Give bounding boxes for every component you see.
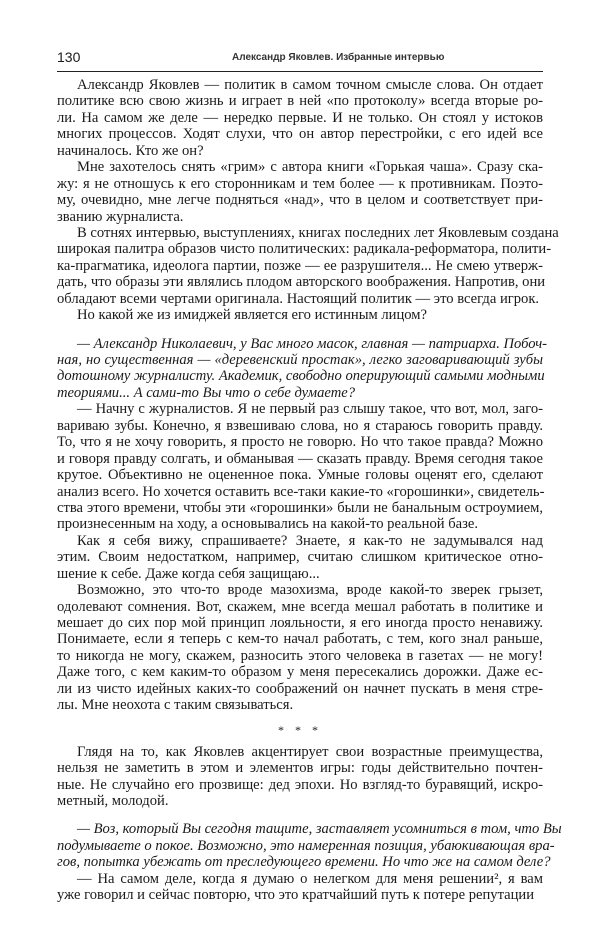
text-line: одолевают сомнения. Вот, скажем, мне всегда мешал работать в политике и — [57, 598, 543, 615]
text-line: вариваю зубы. Конечно, я взвешиваю слова, но я стараюсь говорить правду. — [57, 417, 543, 434]
text-line: Но какой же из имиджей является его истинным лицом? — [77, 307, 428, 324]
text-line: ли из чисто идейных каких-то соображений он начнет пускать в меня стре- — [57, 680, 543, 697]
text-line: ства этого времени, чтобы эти «горошинки» были не банальным остроумием, — [57, 499, 543, 516]
text-line: этим. Своим недостатком, например, считаю слишком критическое отно- — [57, 549, 543, 566]
page-number: 130 — [57, 49, 81, 65]
paragraph — [57, 307, 543, 323]
text-line: дотошному журналисту. Академик, свободно оперирующий самыми модными — [57, 368, 545, 385]
text-line: жу: я не отношусь к его сторонникам и тем более — к противникам. Поэто- — [57, 175, 543, 192]
text-line: ные. Не случайно его прозвище: дед эпохи. Но взгляд-то буравящий, искро- — [57, 776, 543, 793]
text-line: ка-прагматика, идеолога партии, позже — ее разрушителя... Не смею утверж- — [57, 257, 543, 274]
text-line: то никогда не могу, скажем, разносить этого человека в газетах — не могу! — [57, 647, 543, 664]
paragraph — [57, 533, 543, 582]
paragraph — [57, 744, 543, 810]
text-line: — Воз, который Вы сегодня тащите, заставляет усомниться в том, что Вы — [77, 821, 562, 838]
text-line: метный, молодой. — [57, 792, 169, 809]
text-line: То, что я не хочу говорить, я просто не говорю. Но что такое правда? Можно — [57, 434, 543, 451]
text-line: крутое. Объективно не оцененное пока. Умные головы оценят его, сделают — [57, 467, 543, 484]
text-line: анализ всего. Но хочется оставить все-таки какие-то «горошинки», свидетель- — [57, 483, 545, 500]
paragraph — [57, 159, 543, 225]
text-line: ли. На самом же деле — нередко первые. И не только. Он стоял у истоков — [57, 109, 543, 126]
text-line: гов, попытка убежать от преследующего времени. Но что же на самом деле? — [57, 854, 551, 871]
text-line: званию журналиста. — [57, 208, 184, 225]
paragraph — [57, 582, 543, 714]
text-line: подумываете о покое. Возможно, это намеренная позиция, убаюкивающая вра- — [57, 837, 555, 854]
interview-question — [57, 821, 562, 871]
running-header — [57, 47, 543, 72]
text-line: уже говорил и сейчас повторю, что это кратчайший путь к потере репутации — [57, 887, 535, 904]
text-line: теориями... А сами-то Вы что о себе думаете? — [57, 384, 356, 401]
text-line: Мне захотелось снять «грим» с автора книги «Горькая чаша». Сразу ска- — [77, 159, 543, 176]
text-line: мешает до сих пор мой принцип лояльности, я его иногда просто ненавижу. — [57, 615, 543, 631]
text-line: произнесенным на ходу, а основывались на какой-то реальной базе. — [57, 516, 479, 533]
text-line: Глядя на то, как Яковлев акцентирует свои возрастные преимущества, — [77, 743, 543, 760]
text-line: многих процессов. Ходят слухи, что он автор перестройки, с его идей все — [57, 126, 543, 143]
section-separator: * * * — [278, 722, 322, 737]
paragraph — [57, 224, 559, 307]
text-line: му, очевидно, мне легче подняться «над», что в целом и соответствует при- — [57, 192, 543, 209]
text-line: Понимаете, если я теперь с кем-то начал работать, с тем, кого знал раньше, — [57, 631, 543, 648]
text-line: Александр Яковлев — политик в самом точном смысле слова. Он отдает — [77, 77, 543, 93]
text-line: нельзя не заметить в этом и элементов игры: годы действительно почтен- — [57, 760, 543, 777]
paragraph — [57, 871, 543, 904]
text-line: — Александр Николаевич, у Вас много масок, главная — патриарха. Побоч- — [77, 335, 548, 352]
text-line: — На самом деле, когда я думаю о нелегком для меня решении², я вам — [77, 870, 543, 887]
text-line: Возможно, это что-то вроде мазохизма, вроде какой-то зверек грызет, — [77, 582, 543, 599]
text-section-1 — [57, 77, 559, 714]
text-line: шение к себе. Даже когда себя защищаю... — [57, 565, 320, 582]
text-section-2 — [57, 743, 562, 904]
text-line: и говоря правду солгать, и обманывая — сказать правду. Время сегодня такое — [57, 450, 543, 467]
text-line: В сотнях интервью, выступлениях, книгах последних лет Яковлевым создана — [77, 224, 559, 241]
text-line: начиналось. Кто же он? — [57, 142, 204, 159]
text-line: широкая палитра образов чисто политических: радикала-реформатора, полити- — [57, 241, 552, 258]
text-line: лы. Мне неохота с таким связываться. — [57, 697, 294, 714]
running-title: Александр Яковлев. Избранные интервью — [232, 52, 445, 63]
text-line: политике всю свою жизнь и играет в ней «по протоколу» всегда вторые ро- — [57, 93, 543, 110]
paragraph — [57, 77, 543, 159]
text-line: обладают всеми чертами оригинала. Настоящий политик — это всегда игрок. — [57, 290, 540, 307]
paragraph — [57, 401, 543, 533]
text-line: Даже того, с кем каким-то образом у меня пересекались дорожки. Даже ес- — [57, 664, 543, 681]
text-line: дать, что образы эти являлись плодом авторского воображения. Напротив, они — [57, 274, 546, 291]
text-line: — Начну с журналистов. Я не первый раз слышу такое, что вот, мол, заго- — [77, 401, 543, 418]
text-line: ная, но существенная — «деревенский простак», легко заговаривающий зубы — [57, 352, 543, 368]
interview-question — [57, 335, 548, 402]
text-line: Как я себя вижу, спрашиваете? Знаете, я как-то не задумывался над — [77, 532, 543, 549]
page-body — [57, 77, 562, 904]
